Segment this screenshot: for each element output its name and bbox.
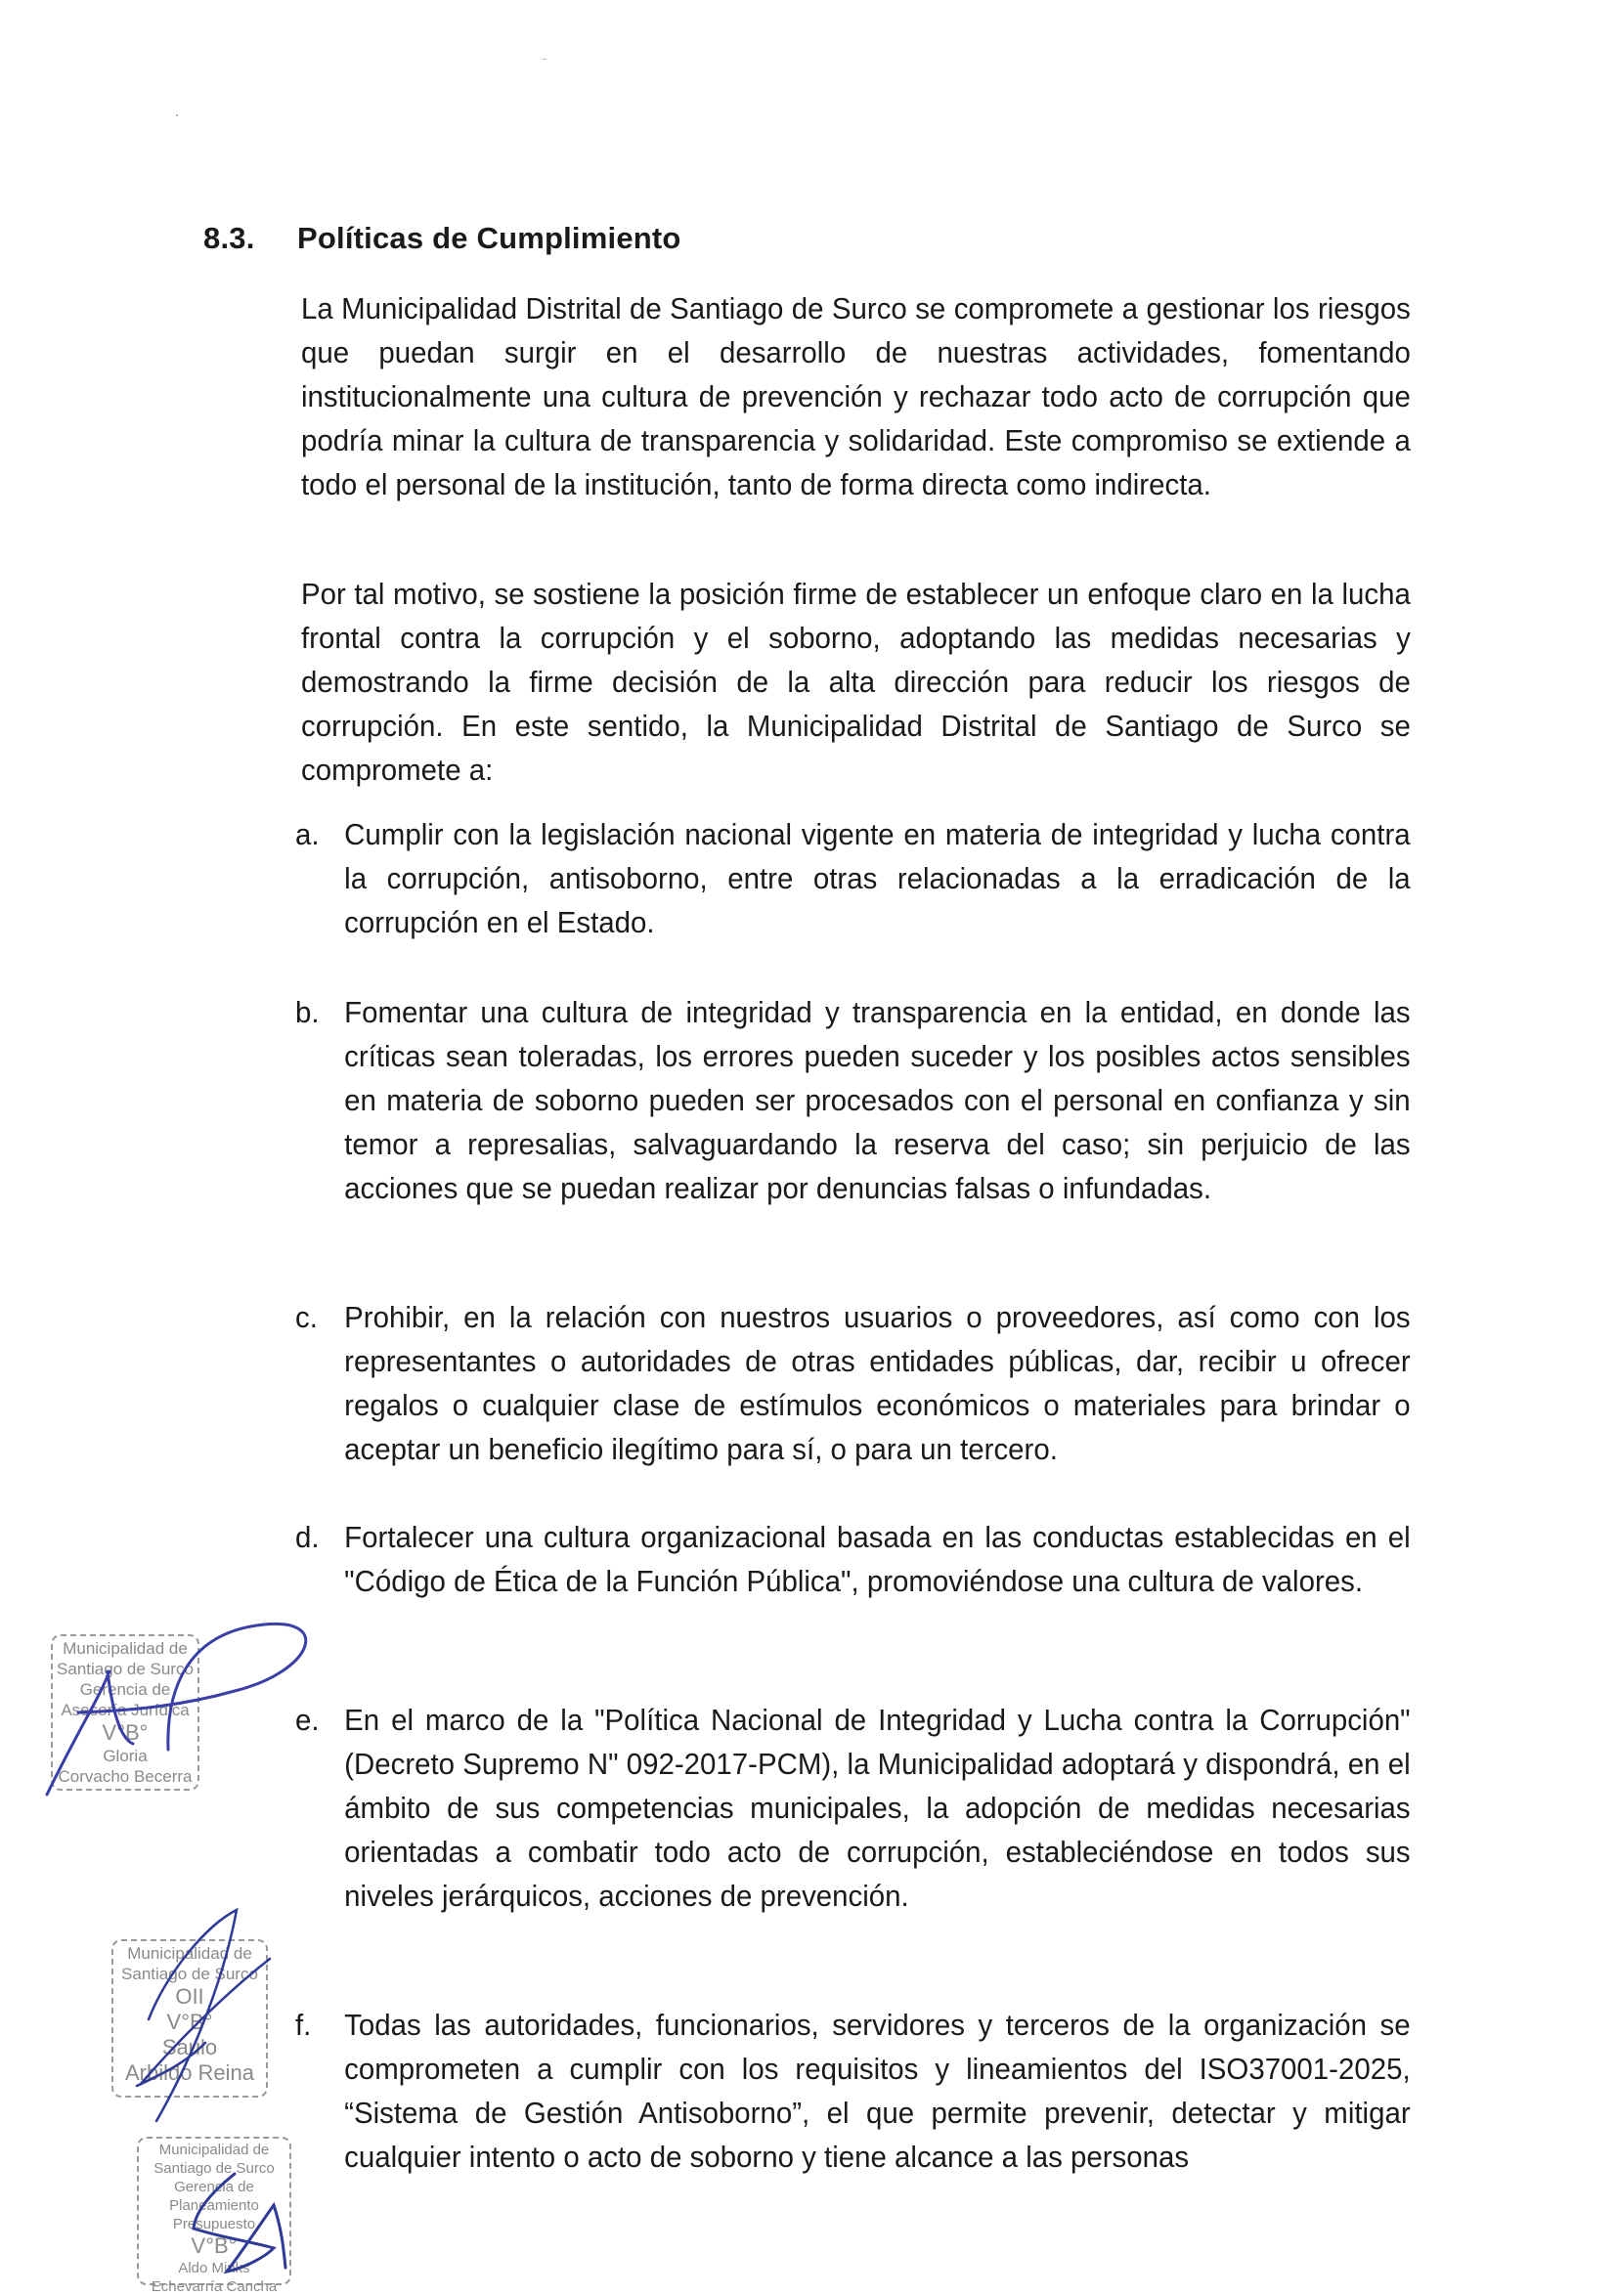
scan-speck bbox=[176, 114, 178, 116]
list-item bbox=[295, 1296, 1411, 1472]
stamp-line: Santiago de Surco bbox=[153, 2160, 275, 2177]
list-item bbox=[295, 991, 1411, 1211]
list-item-text: En el marco de la "Política Nacional de Integridad y Lucha contra la Corrupción" (Decreto Supremo N" 092-2017-PCM), la Municipalidad adoptará y dispondrá, en el ámbito de sus competencias municipales, la adopción de medidas necesarias orientadas a combatir todo acto de corrupción, estableciéndose en todos sus niveles jerárquicos, acciones de prevención. bbox=[344, 1704, 1411, 1913]
stamp-line: Asesoría Jurídica bbox=[61, 1701, 190, 1719]
stamp-line: Gerencia de Planeamiento bbox=[169, 2179, 259, 2214]
stamp-line: Santiago de Surco bbox=[121, 1965, 258, 1983]
stamp-line: OII bbox=[175, 1984, 204, 2009]
list-marker: b. bbox=[295, 996, 320, 1029]
list-item-text: Fomentar una cultura de integridad y transparencia en la entidad, en donde las críticas sean toleradas, los errores pueden suceder y los posibles actos sensibles en materia de soborno pueden ser procesados con el personal en confianza y sin temor a represalias, salvaguardando la reserva del caso; sin perjuicio de las acciones que se puedan realizar por denuncias falsas o infundadas. bbox=[344, 996, 1411, 1205]
list-item-text: Cumplir con la legislación nacional vigente en materia de integridad y lucha contra la corrupción, antisoborno, entre otras relacionadas a la erradicación de la corrupción en el Estado. bbox=[344, 818, 1411, 939]
stamp-line: V°B° bbox=[102, 1720, 149, 1745]
section-number: 8.3. bbox=[203, 221, 255, 255]
stamp-line: V°B° bbox=[191, 2233, 238, 2258]
stamp-line: Municipalidad de bbox=[63, 1639, 188, 1658]
list-item bbox=[295, 1516, 1411, 1604]
list-item-text: Fortalecer una cultura organizacional basada en las conductas establecidas en el "Código de Ética de la Función Pública", promoviéndose una cultura de valores. bbox=[344, 1521, 1411, 1598]
stamp-line: Santiago de Surco bbox=[57, 1660, 194, 1678]
stamp-line: Echevarría Cancha bbox=[151, 2278, 278, 2295]
scan-speck bbox=[543, 59, 546, 60]
stamp-line: Municipalidad de bbox=[127, 1944, 252, 1963]
stamp-line: Saulo bbox=[161, 2035, 218, 2059]
section-heading bbox=[203, 221, 681, 256]
approval-stamp bbox=[51, 1634, 199, 1791]
stamp-line: Gloria bbox=[103, 1747, 148, 1765]
paragraph-intro: La Municipalidad Distrital de Santiago de Surco se compromete a gestionar los riesgos que puedan surgir en el desarrollo de nuestras actividades, fomentando institucionalmente una cultura de prevención y rechazar todo acto de corrupción que podría minar la cultura de transparencia y solidaridad. Este compromiso se extiende a todo el personal de la institución, tanto de forma directa como indirecta. bbox=[301, 292, 1411, 501]
approval-stamp bbox=[111, 1939, 268, 2098]
approval-stamp bbox=[137, 2137, 291, 2295]
stamp-line: Gerencia de bbox=[79, 1680, 171, 1699]
list-marker: e. bbox=[295, 1704, 320, 1737]
stamp-line: Municipalidad de bbox=[158, 2142, 270, 2158]
list-marker: d. bbox=[295, 1521, 320, 1554]
paragraph-commitment: Por tal motivo, se sostiene la posición firme de establecer un enfoque claro en la lucha frontal contra la corrupción y el soborno, adoptando las medidas necesarias y demostrando la firme decisión de la alta dirección para reducir los riesgos de corrupción. En este sentido, la Municipalidad Distrital de Santiago de Surco se compromete a: bbox=[301, 578, 1411, 787]
list-item bbox=[295, 2004, 1411, 2180]
stamp-line: Aldo Minks bbox=[178, 2260, 250, 2276]
list-item-text: Prohibir, en la relación con nuestros usuarios o proveedores, así como con los representantes o autoridades de otras entidades públicas, dar, recibir u ofrecer regalos o cualquier clase de estímulos económicos o materiales para brindar o aceptar un beneficio ilegítimo para sí, o para un tercero. bbox=[344, 1301, 1411, 1466]
list-item-text: Todas las autoridades, funcionarios, servidores y terceros de la organización se comprometen a cumplir con los requisitos y lineamientos del ISO37001-2025, “Sistema de Gestión Antisoborno”, el que permite prevenir, detectar y mitigar cualquier intento o acto de soborno y tiene alcance a las personas bbox=[344, 2009, 1411, 2174]
list-marker: a. bbox=[295, 818, 320, 851]
stamp-line: V°B° bbox=[166, 2010, 213, 2034]
list-marker: f. bbox=[295, 2009, 312, 2042]
list-marker: c. bbox=[295, 1301, 318, 1334]
stamp-line: Corvacho Becerra bbox=[58, 1767, 193, 1786]
stamp-line: Presupuesto bbox=[172, 2216, 256, 2232]
stamp-line: Arbildo Reina bbox=[124, 2060, 255, 2085]
section-title: Políticas de Cumplimiento bbox=[297, 221, 681, 255]
list-item bbox=[295, 1699, 1411, 1919]
list-item bbox=[295, 813, 1411, 945]
